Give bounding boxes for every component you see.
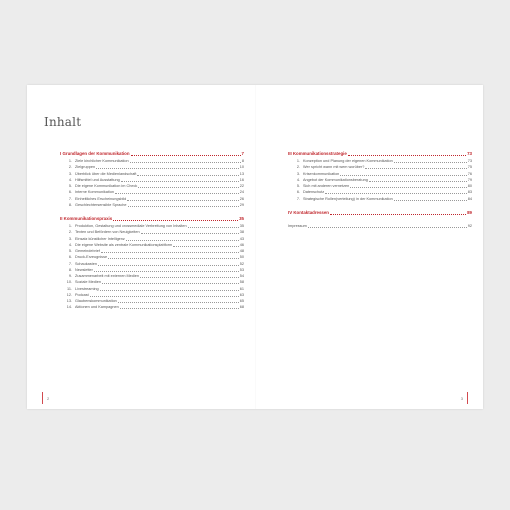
entry-number: 8. xyxy=(68,202,72,207)
entry-number: 3. xyxy=(68,236,72,241)
entry-number: 8. xyxy=(68,267,72,272)
toc-section-heading xyxy=(60,215,244,222)
entry-title: Soziale Medien xyxy=(75,280,101,285)
entry-title: Wer spricht wann mit wem worüber? xyxy=(303,165,365,170)
entry-number: 13. xyxy=(66,299,72,303)
entry-number: 11. xyxy=(67,286,72,291)
leader-dots xyxy=(348,155,466,156)
entry-number: 6. xyxy=(296,190,300,195)
leader-dots xyxy=(325,193,467,194)
entry-number: 4. xyxy=(68,177,72,182)
entry-number: 7. xyxy=(296,196,300,201)
leader-dots xyxy=(394,162,467,163)
table-of-contents-right xyxy=(288,150,472,229)
toc-section xyxy=(60,215,244,311)
entry-page: 24 xyxy=(239,190,244,195)
entry-number: 14. xyxy=(66,305,72,310)
entry-number: 3. xyxy=(296,171,300,176)
toc-section xyxy=(288,209,472,216)
entry-page: 58 xyxy=(239,280,244,285)
entry-title: Schaukasten xyxy=(75,261,97,266)
entry-title: Konzeption und Planung der eigenen Kommunikation xyxy=(303,159,393,163)
impressum-page: 92 xyxy=(467,223,472,228)
entry-page: 54 xyxy=(239,274,244,278)
leader-dots xyxy=(108,258,239,259)
entry-number: 4. xyxy=(68,242,72,247)
leader-dots xyxy=(340,175,466,176)
leader-dots xyxy=(115,193,239,194)
entry-number: 9. xyxy=(68,274,72,278)
entry-number: 1. xyxy=(68,159,72,163)
toc-entry xyxy=(288,196,472,202)
entry-title: Einsatz künstlicher Intelligenz xyxy=(75,236,125,241)
section-title: I Grundlagen der Kommunikation xyxy=(60,151,130,156)
leader-dots xyxy=(113,220,238,221)
entry-page: 83 xyxy=(467,190,472,195)
entry-page: 8 xyxy=(241,159,244,163)
leader-dots xyxy=(130,162,241,163)
entry-page: 65 xyxy=(239,299,244,303)
folio-rule-right xyxy=(467,392,468,404)
entry-number: 2. xyxy=(296,165,300,170)
entry-title: Die eigene Website als zentrale Kommunikationsplattform xyxy=(75,242,173,247)
entry-number: 2. xyxy=(68,165,72,170)
leader-dots xyxy=(173,246,239,247)
leader-dots xyxy=(350,187,467,188)
leader-dots xyxy=(308,227,467,228)
table-of-contents-left xyxy=(60,150,244,318)
entry-number: 4. xyxy=(296,177,300,182)
entry-page: 50 xyxy=(239,255,244,260)
entry-title: Die eigene Kommunikation im Check xyxy=(75,184,138,188)
book-spread xyxy=(27,85,483,409)
entry-title: Interne Kommunikation xyxy=(75,190,115,195)
entry-page: 22 xyxy=(239,184,244,188)
entry-title: Glaubenskommunikation xyxy=(75,299,117,303)
entry-page: 52 xyxy=(239,261,244,266)
leader-dots xyxy=(369,181,467,182)
entry-number: 12. xyxy=(66,292,72,297)
toc-section-heading xyxy=(288,150,472,157)
leader-dots xyxy=(128,206,239,207)
entry-page: 79 xyxy=(467,177,472,182)
entry-title: Angebot der Kommunikationsberatung xyxy=(303,177,368,182)
leader-dots xyxy=(394,200,467,201)
leader-dots xyxy=(102,283,239,284)
entry-number: 1. xyxy=(68,224,72,228)
entry-page: 80 xyxy=(467,184,472,188)
leader-dots xyxy=(118,302,239,303)
entry-number: 1. xyxy=(296,159,300,163)
entry-number: 5. xyxy=(68,184,72,188)
leader-dots xyxy=(188,227,239,228)
impressum-title: Impressum xyxy=(288,223,307,228)
entry-page: 46 xyxy=(239,242,244,247)
right-page xyxy=(255,85,483,409)
entry-page: 84 xyxy=(467,196,472,201)
entry-number: 10. xyxy=(66,280,72,285)
entry-title: Texten und Befördern von Neuigkeiten xyxy=(75,230,140,235)
leader-dots xyxy=(138,187,239,188)
section-page: 35 xyxy=(239,216,244,221)
entry-title: Produktion, Gestaltung und crossmediale Verbreitung von Inhalten xyxy=(75,224,187,228)
entry-number: 5. xyxy=(68,249,72,253)
leader-dots xyxy=(100,290,239,291)
page-number-right: 3 xyxy=(460,396,463,401)
leader-dots xyxy=(127,200,238,201)
entry-title: Krisenkommunikation xyxy=(303,171,340,176)
toc-section xyxy=(60,150,244,208)
leader-dots xyxy=(365,168,466,169)
leader-dots xyxy=(141,233,239,234)
toc-entry xyxy=(60,202,244,208)
entry-page: 38 xyxy=(239,230,244,235)
entry-page: 63 xyxy=(239,292,244,297)
leader-dots xyxy=(94,271,239,272)
leader-dots xyxy=(120,308,239,309)
section-title: IV Kontaktadressen xyxy=(288,209,329,215)
toc-section-heading xyxy=(288,209,472,216)
entry-title: Zielgruppen xyxy=(75,165,96,170)
folio-rule-left xyxy=(42,392,43,404)
entry-title: Newsletter xyxy=(75,267,93,272)
entry-title: Zusammenarbeit mit externen Medien xyxy=(75,274,139,278)
entry-page: 35 xyxy=(239,224,244,228)
entry-page: 53 xyxy=(239,267,244,272)
section-title: III Kommunikationsstrategie xyxy=(288,151,347,156)
entry-number: 2. xyxy=(68,230,72,235)
leader-dots xyxy=(121,181,239,182)
section-title: II Kommunikationspraxis xyxy=(60,216,113,221)
entry-title: Gemeindebrief xyxy=(75,249,100,253)
leader-dots xyxy=(126,240,239,241)
entry-title: Sich mit anderen vernetzen xyxy=(303,184,350,188)
entry-number: 6. xyxy=(68,255,72,260)
entry-number: 7. xyxy=(68,196,72,201)
toc-impressum xyxy=(288,223,472,229)
leader-dots xyxy=(98,265,239,266)
section-page: 89 xyxy=(467,209,472,215)
entry-number: 6. xyxy=(68,190,72,195)
entry-number: 3. xyxy=(68,171,72,176)
entry-page: 10 xyxy=(239,165,244,170)
entry-page: 26 xyxy=(239,196,244,201)
section-page: 73 xyxy=(467,151,472,156)
leader-dots xyxy=(137,175,238,176)
page-number-left: 2 xyxy=(47,396,50,401)
entry-page: 73 xyxy=(467,159,472,163)
entry-title: Hilfsmittel und Ausstattung xyxy=(75,177,120,182)
entry-page: 68 xyxy=(239,305,244,310)
leader-dots xyxy=(131,155,241,156)
entry-title: Aktionen und Kampagnen xyxy=(75,305,119,310)
entry-title: Livestreaming xyxy=(75,286,99,291)
entry-title: Ziele kirchlicher Kommunikation xyxy=(75,159,129,163)
entry-title: Strategische Rollen(verteilung) in der Kommunikation xyxy=(303,196,393,201)
leader-dots xyxy=(101,252,239,253)
entry-title: Druck-Erzeugnisse xyxy=(75,255,108,260)
entry-page: 75 xyxy=(467,165,472,170)
left-page xyxy=(27,85,255,409)
entry-title: Überblick über die Medienlandschaft xyxy=(75,171,137,176)
leader-dots xyxy=(90,296,239,297)
toc-section-heading xyxy=(60,150,244,157)
entry-number: 5. xyxy=(296,184,300,188)
entry-title: Datenschutz xyxy=(303,190,325,195)
entry-page: 48 xyxy=(239,249,244,253)
entry-page: 29 xyxy=(239,202,244,207)
page-title: Inhalt xyxy=(44,115,82,129)
entry-number: 7. xyxy=(68,261,72,266)
leader-dots xyxy=(330,214,466,215)
entry-page: 13 xyxy=(239,171,244,176)
entry-title: Podcast xyxy=(75,292,89,297)
entry-page: 61 xyxy=(239,286,244,291)
entry-page: 16 xyxy=(239,177,244,182)
entry-page: 43 xyxy=(239,236,244,241)
entry-page: 76 xyxy=(467,171,472,176)
entry-title: Geschlechtersensible Sprache xyxy=(75,202,127,207)
leader-dots xyxy=(140,277,239,278)
toc-entry xyxy=(60,304,244,310)
toc-section xyxy=(288,150,472,202)
leader-dots xyxy=(96,168,239,169)
entry-title: Einheitliches Erscheinungsbild xyxy=(75,196,127,201)
section-page: 7 xyxy=(241,151,244,156)
